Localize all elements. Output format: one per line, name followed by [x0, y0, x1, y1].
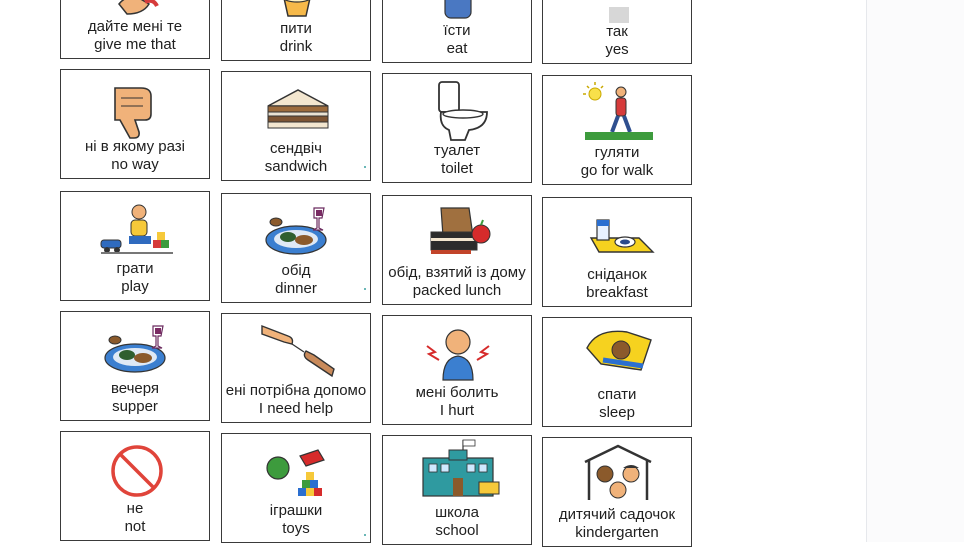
card-label-ukrainian: так [606, 23, 628, 40]
card-label-ukrainian: гуляти [594, 144, 640, 161]
giving-hand-icon [61, 0, 210, 20]
toilet-icon [383, 74, 532, 144]
symbol-card-give-me-that[interactable] [60, 0, 210, 59]
symbol-card-yes[interactable] [542, 0, 692, 64]
card-label-ukrainian: їсти [443, 22, 471, 39]
walking-person-icon [543, 76, 692, 146]
symbol-card-toys[interactable] [221, 433, 371, 543]
symbol-card-no-way[interactable] [60, 69, 210, 179]
card-label-english: supper [112, 398, 158, 415]
symbol-card-play[interactable] [60, 191, 210, 301]
kindergarten-children-icon [543, 438, 692, 508]
toys-icon [222, 434, 371, 504]
card-label-english: I need help [258, 400, 334, 417]
symbol-card-eat[interactable] [382, 0, 532, 63]
card-label-english: drink [279, 38, 313, 55]
symbol-card-drink[interactable] [221, 0, 371, 61]
pain-person-icon [383, 316, 532, 386]
sandwich-icon [222, 72, 371, 142]
school-building-icon [383, 436, 532, 506]
card-label-ukrainian: іграшки [269, 502, 323, 519]
prohibition-sign-icon [61, 432, 210, 502]
scan-speck [364, 288, 366, 290]
card-label-english: dinner [275, 280, 317, 297]
symbol-card-kindergarten[interactable] [542, 437, 692, 547]
card-label-english: sandwich [264, 158, 328, 175]
thumbs-down-icon [61, 70, 210, 140]
card-label-english: no way [111, 156, 159, 173]
card-label-english: toys [282, 520, 310, 537]
card-label-english: give me that [94, 36, 176, 53]
right-margin-panel [866, 0, 964, 542]
symbol-card-breakfast[interactable] [542, 197, 692, 307]
child-playing-icon [61, 192, 210, 262]
card-label-ukrainian: грати [116, 260, 154, 277]
symbol-card-toilet[interactable] [382, 73, 532, 183]
card-label-ukrainian: школа [435, 504, 479, 521]
card-label-ukrainian: обід [281, 262, 311, 279]
eating-person-icon [383, 0, 532, 24]
card-label-ukrainian: сніданок [587, 266, 647, 283]
scan-speck [364, 166, 366, 168]
symbol-card-sandwich[interactable] [221, 71, 371, 181]
symbol-card-sleep[interactable] [542, 317, 692, 427]
card-label-ukrainian: обід, взятий із дому [388, 264, 526, 281]
card-label-ukrainian: мені болить [415, 384, 499, 401]
card-label-english: play [121, 278, 149, 295]
card-label-ukrainian: сендвіч [270, 140, 322, 157]
symbol-card-not[interactable] [60, 431, 210, 541]
symbol-card-go-for-walk[interactable] [542, 75, 692, 185]
card-label-ukrainian: туалет [433, 142, 481, 159]
symbol-card-dinner[interactable] [221, 193, 371, 303]
card-label-english: packed lunch [412, 282, 502, 299]
card-label-english: not [124, 518, 146, 535]
card-label-english: kindergarten [575, 524, 659, 541]
card-label-english: go for walk [580, 162, 654, 179]
supper-plate-icon [61, 312, 210, 382]
symbol-card-school[interactable] [382, 435, 532, 545]
breakfast-tray-icon [543, 198, 692, 268]
symbol-card-i-need-help[interactable] [221, 313, 371, 423]
card-label-english: breakfast [586, 284, 648, 301]
card-label-english: school [435, 522, 479, 539]
scan-speck [364, 534, 366, 536]
card-label-english: eat [446, 40, 468, 57]
sleeping-person-icon [543, 318, 692, 388]
helping-hands-icon [222, 314, 371, 384]
lunch-box-icon [383, 196, 532, 266]
card-label-ukrainian: спати [597, 386, 637, 403]
card-label-ukrainian: дитячий садочок [558, 506, 676, 523]
card-label-ukrainian: ні в якому разі [85, 138, 185, 155]
card-label-ukrainian: вечеря [110, 380, 160, 397]
card-label-english: I hurt [439, 402, 475, 419]
card-label-ukrainian: ені потрібна допомо [225, 382, 367, 399]
cup-icon [222, 0, 371, 22]
symbol-card-supper[interactable] [60, 311, 210, 421]
symbol-card-packed-lunch[interactable] [382, 195, 532, 305]
symbol-card-i-hurt[interactable] [382, 315, 532, 425]
card-label-english: toilet [441, 160, 473, 177]
card-label-ukrainian: не [126, 500, 144, 517]
card-label-english: yes [605, 41, 629, 58]
yes-sign-icon [543, 0, 692, 25]
card-label-english: sleep [599, 404, 635, 421]
card-label-ukrainian: пити [280, 20, 312, 37]
card-label-ukrainian: дайте мені те [87, 18, 183, 35]
dinner-plate-icon [222, 194, 371, 264]
